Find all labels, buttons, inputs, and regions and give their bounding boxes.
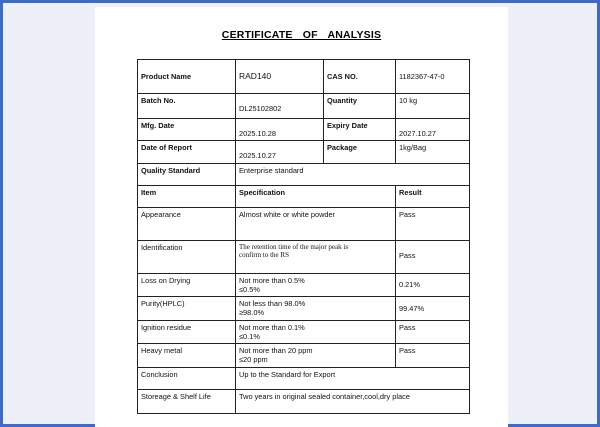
spec-line: Not more than 20 ppm bbox=[239, 346, 313, 355]
table-row bbox=[138, 273, 470, 297]
item-cell: Heavy metal bbox=[138, 344, 236, 368]
cas-value: 1182367-47-0 bbox=[396, 60, 470, 94]
spec-cell bbox=[236, 344, 396, 368]
result-cell: Pass bbox=[396, 240, 470, 273]
result-cell: Pass bbox=[396, 320, 470, 344]
spec-line: Not more than 0.1% bbox=[239, 322, 305, 332]
item-cell: Ignition residue bbox=[138, 320, 236, 344]
row-standard bbox=[138, 163, 470, 185]
item-cell: Identification bbox=[138, 240, 236, 273]
spec-line: ≥98.0% bbox=[239, 308, 265, 318]
storage-label: Storeage & Shelf Life bbox=[138, 389, 236, 413]
result-cell: 0.21% bbox=[396, 273, 470, 297]
item-cell: Purity(HPLC) bbox=[138, 297, 236, 321]
table-row bbox=[138, 297, 470, 321]
spec-line: confirm to the RS bbox=[239, 251, 289, 260]
row-batch bbox=[138, 94, 470, 119]
table-row bbox=[138, 207, 470, 240]
row-conclusion bbox=[138, 367, 470, 389]
spec-cell bbox=[236, 297, 396, 321]
storage-value: Two years in original sealed container,cool,dry place bbox=[236, 389, 470, 413]
table-header-row bbox=[138, 185, 470, 207]
row-report bbox=[138, 141, 470, 163]
analysis-table bbox=[137, 59, 470, 414]
column-specification: Specification bbox=[236, 185, 396, 207]
spec-line: ≤0.5% bbox=[239, 284, 260, 294]
spec-cell bbox=[236, 207, 396, 240]
mfg-date-label: Mfg. Date bbox=[138, 119, 236, 141]
result-cell: Pass bbox=[396, 207, 470, 240]
conclusion-value: Up to the Standard for Export bbox=[236, 367, 470, 389]
item-cell: Loss on Drying bbox=[138, 273, 236, 297]
spec-cell bbox=[236, 273, 396, 297]
spec-line: The retention time of the major peak is bbox=[239, 242, 349, 251]
item-cell: Appearance bbox=[138, 207, 236, 240]
product-name-value: RAD140 bbox=[236, 60, 324, 94]
column-result: Result bbox=[396, 185, 470, 207]
table-row bbox=[138, 344, 470, 368]
report-date-value: 2025.10.27 bbox=[236, 141, 324, 163]
certificate-page bbox=[95, 7, 508, 427]
spec-line: Almost white or white powder bbox=[239, 209, 336, 219]
expiry-date-value: 2027.10.27 bbox=[396, 119, 470, 141]
report-date-label: Date of Report bbox=[138, 141, 236, 163]
row-product bbox=[138, 60, 470, 94]
spec-cell bbox=[236, 320, 396, 344]
table-row bbox=[138, 320, 470, 344]
product-name-label: Product Name bbox=[138, 60, 236, 94]
quality-standard-value: Enterprise standard bbox=[236, 163, 470, 185]
column-item: Item bbox=[138, 185, 236, 207]
quantity-value: 10 kg bbox=[396, 94, 470, 119]
batch-value: DL25102802 bbox=[236, 94, 324, 119]
spec-line: Not more than 0.5% bbox=[239, 275, 305, 285]
expiry-date-label: Expiry Date bbox=[324, 119, 396, 141]
row-mfg bbox=[138, 119, 470, 141]
mfg-date-value: 2025.10.28 bbox=[236, 119, 324, 141]
result-cell: 99.47% bbox=[396, 297, 470, 321]
conclusion-label: Conclusion bbox=[138, 367, 236, 389]
spec-line: ≤20 ppm bbox=[239, 355, 268, 365]
package-label: Package bbox=[324, 141, 396, 163]
spec-line: ≤0.1% bbox=[239, 331, 260, 341]
result-cell: Pass bbox=[396, 344, 470, 368]
certificate-title: CERTIFICATE OF ANALYSIS bbox=[221, 29, 382, 41]
cas-label: CAS NO. bbox=[324, 60, 396, 94]
table-row bbox=[138, 240, 470, 273]
package-value: 1kg/Bag bbox=[396, 141, 470, 163]
batch-label: Batch No. bbox=[138, 94, 236, 119]
quality-standard-label: Quality Standard bbox=[138, 163, 236, 185]
spec-cell bbox=[236, 240, 396, 273]
quantity-label: Quantity bbox=[324, 94, 396, 119]
row-storage bbox=[138, 389, 470, 413]
spec-line: Not less than 98.0% bbox=[239, 299, 306, 308]
